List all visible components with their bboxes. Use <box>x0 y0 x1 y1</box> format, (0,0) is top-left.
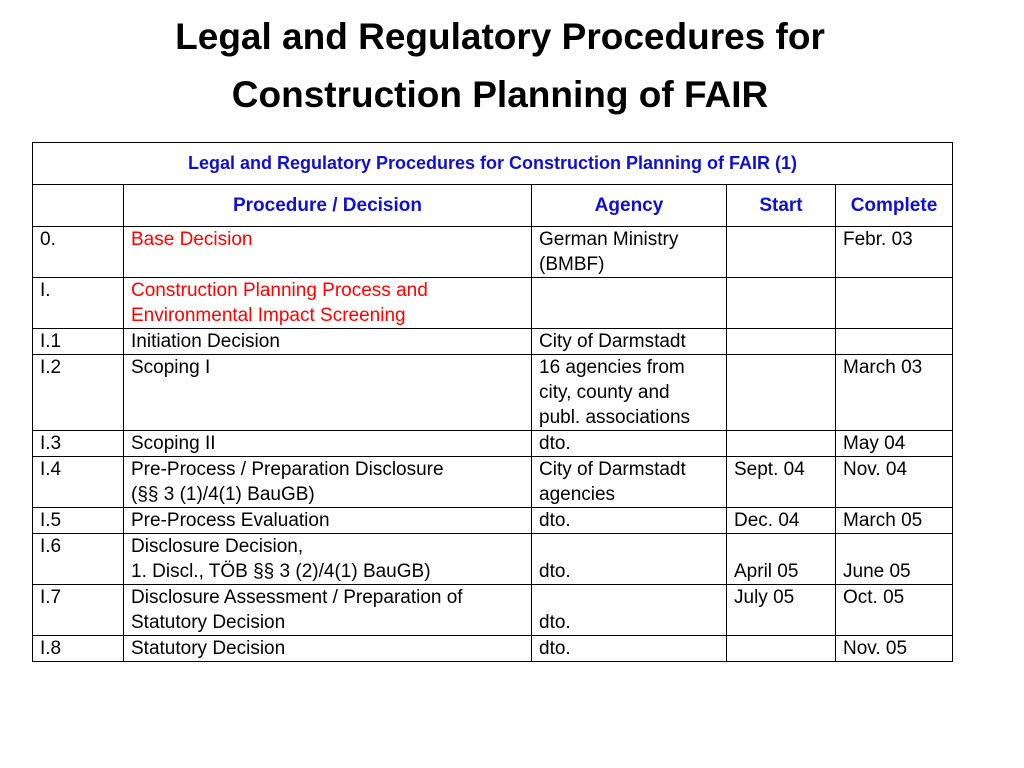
table-row <box>33 534 953 585</box>
table-row <box>33 355 953 431</box>
row-complete: March 05 <box>836 508 953 534</box>
row-agency <box>532 329 727 355</box>
procedure-line: Pre-Process Evaluation <box>131 510 330 531</box>
table-row <box>33 329 953 355</box>
agency-line: City of Darmstadt <box>539 459 686 480</box>
procedure-line: (§§ 3 (1)/4(1) BauGB) <box>131 484 315 505</box>
agency-line: dto. <box>539 638 571 659</box>
row-agency <box>532 355 727 431</box>
row-procedure <box>124 227 532 278</box>
row-complete: Nov. 04 <box>836 457 953 508</box>
row-complete: May 04 <box>836 431 953 457</box>
table-header-row <box>33 185 953 227</box>
procedure-line: Environmental Impact Screening <box>131 305 406 326</box>
agency-line: agencies <box>539 484 616 505</box>
procedure-line: Initiation Decision <box>131 331 280 352</box>
row-start <box>727 431 836 457</box>
procedure-line: Base Decision <box>131 229 253 250</box>
page-title <box>0 8 1000 124</box>
agency-line: dto. <box>539 612 571 633</box>
row-number: I.8 <box>33 636 124 662</box>
table-row <box>33 278 953 329</box>
agency-line: City of Darmstadt <box>539 331 686 352</box>
agency-line: dto. <box>539 561 571 582</box>
procedures-table <box>32 142 953 662</box>
procedure-line: Pre-Process / Preparation Disclosure <box>131 459 444 480</box>
header-start: Start <box>727 185 836 227</box>
table-row <box>33 636 953 662</box>
row-complete: Nov. 05 <box>836 636 953 662</box>
row-start <box>727 355 836 431</box>
row-procedure <box>124 457 532 508</box>
table-row <box>33 431 953 457</box>
row-procedure <box>124 534 532 585</box>
header-complete: Complete <box>836 185 953 227</box>
procedure-line: Statutory Decision <box>131 612 286 633</box>
row-number: I.1 <box>33 329 124 355</box>
row-start: July 05 <box>727 585 836 636</box>
table-row <box>33 585 953 636</box>
procedure-line: Construction Planning Process and <box>131 280 428 301</box>
agency-line: 16 agencies from <box>539 357 685 378</box>
procedure-line: Disclosure Assessment / Preparation of <box>131 587 463 608</box>
row-start: Sept. 04 <box>727 457 836 508</box>
agency-line: (BMBF) <box>539 254 605 275</box>
procedure-line: Disclosure Decision, <box>131 536 304 557</box>
row-agency <box>532 278 727 329</box>
agency-line: dto. <box>539 510 571 531</box>
row-agency <box>532 508 727 534</box>
row-number: I.2 <box>33 355 124 431</box>
header-agency: Agency <box>532 185 727 227</box>
row-agency <box>532 227 727 278</box>
page-title-line-2: Construction Planning of FAIR <box>231 74 769 115</box>
table-row <box>33 227 953 278</box>
row-complete: June 05 <box>836 534 953 585</box>
header-number <box>33 185 124 227</box>
row-start: April 05 <box>727 534 836 585</box>
row-procedure <box>124 585 532 636</box>
procedure-line: Scoping II <box>131 433 216 454</box>
row-agency <box>532 585 727 636</box>
row-start <box>727 329 836 355</box>
procedure-line: Statutory Decision <box>131 638 286 659</box>
row-procedure <box>124 355 532 431</box>
row-start <box>727 227 836 278</box>
row-agency <box>532 457 727 508</box>
row-procedure <box>124 636 532 662</box>
row-procedure <box>124 278 532 329</box>
row-agency <box>532 534 727 585</box>
procedure-line: Scoping I <box>131 357 211 378</box>
table-caption-row <box>33 143 953 185</box>
row-number: 0. <box>33 227 124 278</box>
row-start <box>727 278 836 329</box>
agency-line: city, county and <box>539 382 670 403</box>
agency-line: dto. <box>539 433 571 454</box>
agency-line: publ. associations <box>539 407 691 428</box>
row-complete: March 03 <box>836 355 953 431</box>
row-procedure <box>124 329 532 355</box>
row-number: I.3 <box>33 431 124 457</box>
row-start: Dec. 04 <box>727 508 836 534</box>
row-complete: Oct. 05 <box>836 585 953 636</box>
table-caption: Legal and Regulatory Procedures for Construction Planning of FAIR (1) <box>33 143 953 185</box>
row-number: I. <box>33 278 124 329</box>
row-number: I.4 <box>33 457 124 508</box>
row-start <box>727 636 836 662</box>
page-title-line-1: Legal and Regulatory Procedures for <box>175 16 825 57</box>
header-procedure: Procedure / Decision <box>124 185 532 227</box>
row-complete <box>836 329 953 355</box>
row-number: I.6 <box>33 534 124 585</box>
row-number: I.5 <box>33 508 124 534</box>
row-agency <box>532 431 727 457</box>
table-row <box>33 457 953 508</box>
agency-line: German Ministry <box>539 229 679 250</box>
row-procedure <box>124 508 532 534</box>
table-row <box>33 508 953 534</box>
row-agency <box>532 636 727 662</box>
row-complete: Febr. 03 <box>836 227 953 278</box>
row-number: I.7 <box>33 585 124 636</box>
row-procedure <box>124 431 532 457</box>
row-complete <box>836 278 953 329</box>
procedure-line: 1. Discl., TÖB §§ 3 (2)/4(1) BauGB) <box>131 561 431 582</box>
